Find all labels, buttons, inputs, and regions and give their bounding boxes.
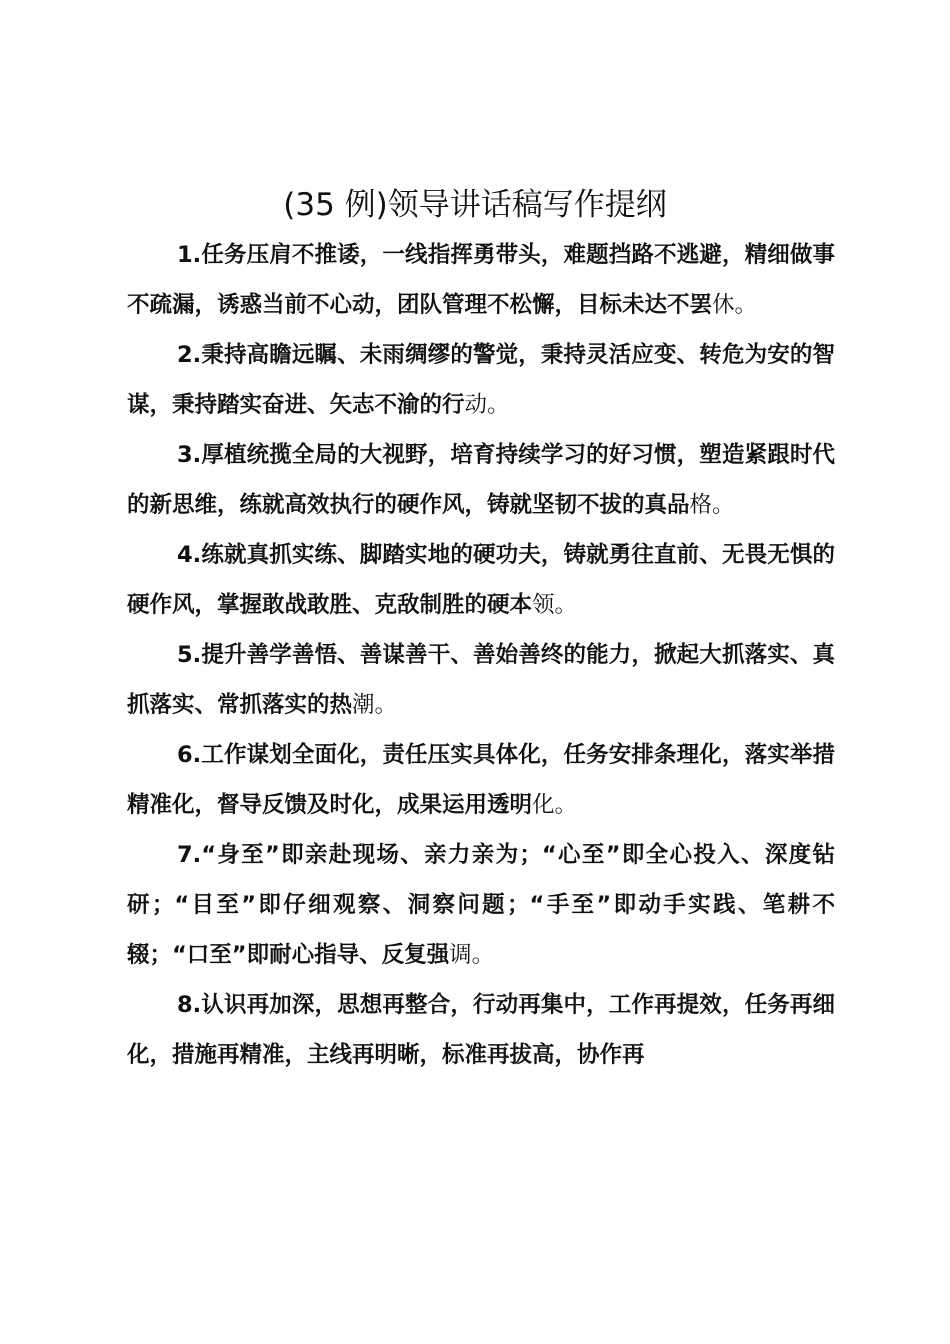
paragraph-3 xyxy=(127,430,835,530)
paragraph-1-body: 1.任务压肩不推诿，一线指挥勇带头，难题挡路不逃避，精细做事不疏漏，诱惑当前不心动，团队管理不松懈，目标未达不罢 xyxy=(127,242,835,318)
document-body xyxy=(127,230,835,1080)
paragraph-3-tail: 格。 xyxy=(689,492,735,518)
paragraph-2-body: 2.秉持高瞻远瞩、未雨绸缪的警觉，秉持灵活应变、转危为安的智谋，秉持踏实奋进、矢志不渝的行 xyxy=(127,342,835,418)
paragraph-6-tail: 化。 xyxy=(532,792,578,818)
paragraph-7-body: 7.“身至”即亲赴现场、亲力亲为；“心至”即全心投入、深度钻研；“目至”即仔细观察、洞察问题；“手至”即动手实践、笔耕不辍；“口至”即耐心指导、反复强 xyxy=(127,842,835,968)
paragraph-8 xyxy=(127,980,835,1080)
paragraph-8-body: 8.认识再加深，思想再整合，行动再集中，工作再提效，任务再细化，措施再精准，主线再明晰，标准再拔高，协作再 xyxy=(127,992,835,1068)
paragraph-4-body: 4.练就真抓实练、脚踏实地的硬功夫，铸就勇往直前、无畏无惧的硬作风，掌握敢战敢胜、克敌制胜的硬本 xyxy=(127,542,835,618)
paragraph-5-body: 5.提升善学善悟、善谋善干、善始善终的能力，掀起大抓落实、真抓落实、常抓落实的热 xyxy=(127,642,835,718)
paragraph-4-tail: 领。 xyxy=(532,592,578,618)
paragraph-4 xyxy=(127,530,835,630)
paragraph-2 xyxy=(127,330,835,430)
paragraph-6-body: 6.工作谋划全面化，责任压实具体化，任务安排条理化，落实举措精准化，督导反馈及时化，成果运用透明 xyxy=(127,742,835,818)
paragraph-6 xyxy=(127,730,835,830)
paragraph-1-tail: 休。 xyxy=(712,292,758,318)
paragraph-5 xyxy=(127,630,835,730)
document-title: (35 例)领导讲话稿写作提纲 xyxy=(283,187,667,223)
paragraph-1 xyxy=(127,230,835,330)
paragraph-5-tail: 潮。 xyxy=(352,692,398,718)
paragraph-7-tail: 调。 xyxy=(449,942,495,968)
paragraph-3-body: 3.厚植统揽全局的大视野，培育持续学习的好习惯，塑造紧跟时代的新思维，练就高效执行的硬作风，铸就坚韧不拔的真品 xyxy=(127,442,835,518)
paragraph-7 xyxy=(127,830,835,980)
paragraph-2-tail: 动。 xyxy=(464,392,510,418)
